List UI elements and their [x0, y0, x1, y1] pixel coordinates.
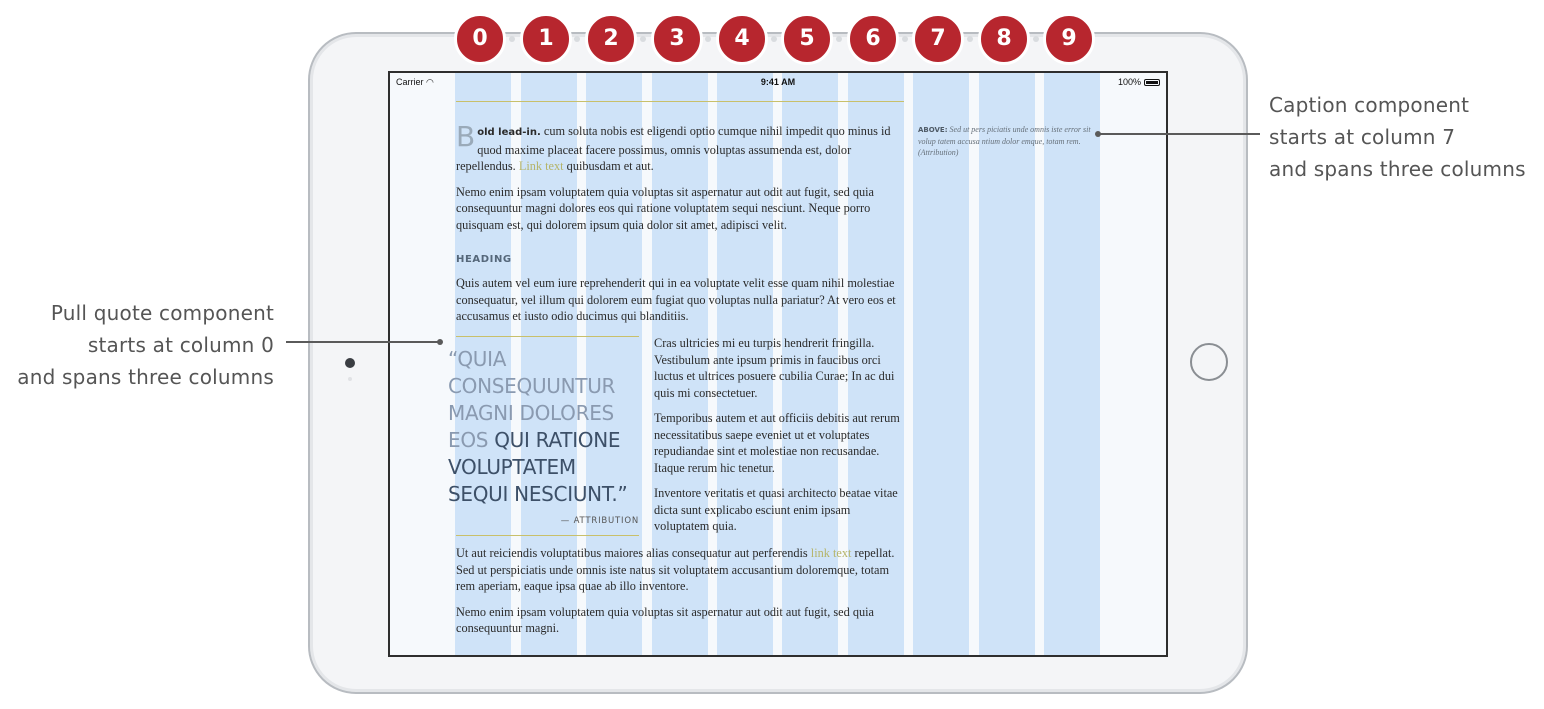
- wifi-icon: ◠: [426, 77, 434, 87]
- paragraph: [456, 120, 904, 175]
- annotation-line: starts at column 7: [1269, 125, 1456, 149]
- column-badge-5: 5: [781, 13, 833, 65]
- inline-link[interactable]: Link text: [518, 159, 564, 173]
- pull-quote-dark: QUI RATIONE VOLUPTATEM SEQUI NESCIUNT.”: [448, 428, 628, 506]
- pull-quote-light: “QUIA CONSEQUUNTUR MAGNI DOLORES EOS: [448, 347, 616, 452]
- grid-column: [1044, 73, 1100, 657]
- pull-quote: [448, 346, 638, 508]
- text-run: cum soluta nobis est eligendi optio cumque nihil impedit quo minus id quod maxime placeat facere possimus, omnis voluptas assumenda est, dolor repellendus.: [456, 124, 891, 173]
- carrier-text: Carrier: [396, 77, 424, 87]
- bold-lead-in: old lead-in.: [477, 127, 541, 138]
- column-badge-0: 0: [454, 13, 506, 65]
- caption-text: Sed ut pers piciatis unde omnis iste error sit volup tatem accusa ntium dolor emque, totam rem. (Attribution): [918, 125, 1091, 157]
- column-badge-9: 9: [1043, 13, 1095, 65]
- annotation-line: starts at column 0: [87, 333, 274, 357]
- gap-dot: [509, 36, 515, 42]
- column-badge-4: 4: [716, 13, 768, 65]
- grid-column: [979, 73, 1035, 657]
- battery-icon: [1144, 79, 1160, 86]
- gap-dot: [967, 36, 973, 42]
- drop-cap: B: [456, 120, 476, 153]
- column-badge-8: 8: [978, 13, 1030, 65]
- text-run: Ut aut reiciendis voluptatibus maiores alias consequatur aut perferendis: [456, 546, 811, 560]
- paragraph: Cras ultricies mi eu turpis hendrerit fringilla. Vestibulum ante ipsum primis in faucibus orci luctus et ultrices posuere cubilia Curae; In ac dui quis mi consectetuer.: [654, 336, 895, 400]
- camera-icon: [345, 358, 355, 368]
- pull-quote-leader-dot: [437, 339, 443, 345]
- gap-dot: [1033, 36, 1039, 42]
- column-badge-2: 2: [585, 13, 637, 65]
- sensor-icon: [348, 377, 352, 381]
- side-column-text: [654, 335, 904, 535]
- gap-dot: [771, 36, 777, 42]
- caption-component: [918, 124, 1098, 158]
- inline-link[interactable]: link text: [810, 546, 852, 560]
- gap-dot: [705, 36, 711, 42]
- section-heading: HEADING: [456, 254, 512, 265]
- column-badge-7: 7: [912, 13, 964, 65]
- home-button[interactable]: [1190, 343, 1228, 381]
- annotation-line: and spans three columns: [17, 365, 274, 389]
- pull-quote-leader-line: [286, 341, 440, 343]
- annotation-line: Caption component: [1269, 93, 1470, 117]
- paragraph: Nemo enim ipsam voluptatem quia voluptas sit aspernatur aut odit aut fugit, sed quia consequuntur magni.: [456, 604, 875, 635]
- paragraph: Nemo enim ipsam voluptatem quia voluptas sit aspernatur aut odit aut fugit, sed quia consequuntur magni dolores eos qui ratione voluptatem sequi nesciunt. Neque porro quisquam est, qui dolorem ipsum quia dolor sit amet, adipisci velit.: [456, 184, 875, 232]
- text-run: quibusdam et aut.: [563, 159, 654, 173]
- status-bar: [390, 73, 1166, 91]
- pull-quote-attribution: — ATTRIBUTION: [560, 516, 639, 526]
- gap-dot: [640, 36, 646, 42]
- caption-annotation: [1269, 89, 1544, 185]
- article-outro: [456, 545, 904, 637]
- paragraph: Inventore veritatis et quasi architecto beatae vitae dicta sunt explicabo esciunt enim ipsam voluptatem quia.: [654, 486, 898, 533]
- grid-column: [913, 73, 969, 657]
- ipad-screen: [388, 71, 1168, 657]
- status-time: 9:41 AM: [760, 77, 796, 87]
- battery-status: [1118, 77, 1160, 87]
- column-badge-1: 1: [520, 13, 572, 65]
- caption-label: ABOVE:: [918, 126, 948, 134]
- column-badge-6: 6: [847, 13, 899, 65]
- pull-quote-annotation: [0, 297, 274, 393]
- article-intro: [456, 120, 904, 233]
- caption-leader-dot: [1095, 131, 1101, 137]
- pull-quote-bottom-rule: [456, 535, 639, 536]
- column-badge-3: 3: [651, 13, 703, 65]
- annotation-line: and spans three columns: [1269, 157, 1526, 181]
- gap-dot: [574, 36, 580, 42]
- caption-leader-line: [1098, 133, 1260, 135]
- top-rule: [456, 101, 904, 102]
- pull-quote-top-rule: [456, 336, 639, 337]
- annotation-line: Pull quote component: [50, 301, 274, 325]
- text-run: repellat. Sed ut perspiciatis unde omnis iste natus sit voluptatem accusantium doloremque, totam rem aperiam, eaque ipsa quae ab illo inventore.: [456, 546, 895, 593]
- gap-dot: [836, 36, 842, 42]
- gap-dot: [902, 36, 908, 42]
- paragraph: Quis autem vel eum iure reprehenderit qui in ea voluptate velit esse quam nihil molestiae consequatur, vel illum qui dolorem eum fugiat quo voluptas nulla pariatur? At vero eos et accusamus et iusto odio ducimus qui blanditiis.: [456, 276, 896, 323]
- battery-percent: 100%: [1117, 77, 1141, 87]
- paragraph: [456, 545, 904, 595]
- paragraph: Temporibus autem et aut officiis debitis aut rerum necessitatibus saepe eveniet ut et voluptates repudiandae sint et molestiae non recusandae. Itaque rerum hic tenetur.: [654, 411, 900, 475]
